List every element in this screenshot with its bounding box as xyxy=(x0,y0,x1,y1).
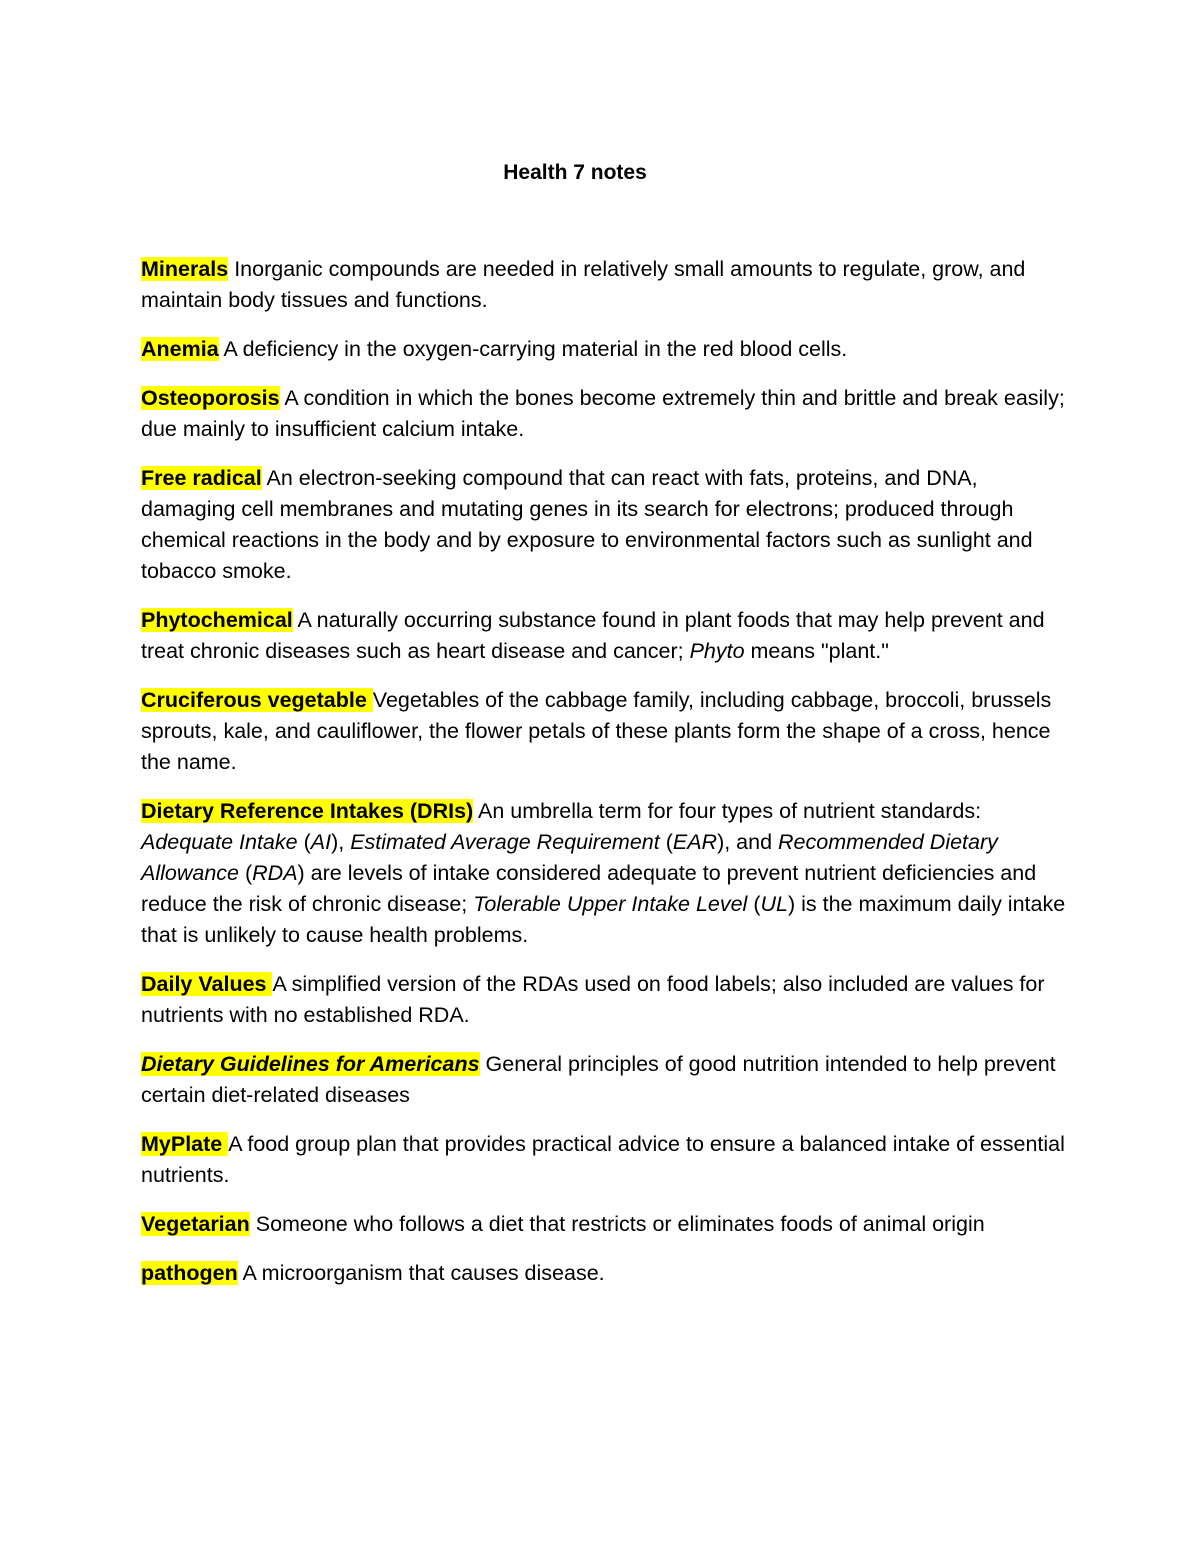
definition-text: An umbrella term for four types of nutrient standards: xyxy=(473,799,982,823)
definition-text: ) are levels of intake considered adequate to prevent nutrient deficiencies and reduce the risk of chronic disease; xyxy=(141,861,1037,916)
term-cruciferous-vegetable: Cruciferous vegetable xyxy=(141,688,373,712)
definition-italic-text: AI xyxy=(310,830,332,854)
definition-text: ( xyxy=(747,892,761,916)
definition-italic-text: Tolerable Upper Intake Level xyxy=(473,892,748,916)
definition-text: ( xyxy=(297,830,311,854)
term-pathogen: pathogen xyxy=(141,1261,238,1285)
definition-text: means "plant." xyxy=(744,639,889,663)
definition-anemia: A deficiency in the oxygen-carrying material in the red blood cells. xyxy=(218,337,848,361)
definition-text: ), and xyxy=(717,830,779,854)
definition-osteoporosis: A condition in which the bones become extremely thin and brittle and break easily; due mainly to insufficient calcium intake. xyxy=(141,386,1065,441)
definition-italic-text: UL xyxy=(760,892,788,916)
glossary-entry-osteoporosis xyxy=(141,383,1066,445)
glossary-list xyxy=(141,254,1066,1307)
term-phytochemical: Phytochemical xyxy=(141,608,293,632)
definition-myplate: A food group plan that provides practical advice to ensure a balanced intake of essential nutrients. xyxy=(141,1132,1065,1187)
definition-cruciferous-vegetable: Vegetables of the cabbage family, including cabbage, broccoli, brussels sprouts, kale, and cauliflower, the flower petals of these plants form the shape of a cross, hence the name. xyxy=(141,688,1052,774)
definition-italic-text: RDA xyxy=(252,861,298,885)
definition-italic-text: Estimated Average Requirement xyxy=(350,830,660,854)
definition-text: ( xyxy=(659,830,673,854)
definition-italic-text: Recommended Dietary Allowance xyxy=(141,830,998,885)
term-dietary-guidelines: Dietary Guidelines for Americans xyxy=(141,1052,480,1076)
glossary-entry-anemia xyxy=(141,334,1066,365)
glossary-entry-cruciferous-vegetable xyxy=(141,685,1066,778)
glossary-entry-vegetarian xyxy=(141,1209,1066,1240)
glossary-entry-minerals xyxy=(141,254,1066,316)
definition-dietary-guidelines: General principles of good nutrition intended to help prevent certain diet-related diseases xyxy=(141,1052,1056,1107)
glossary-entry-pathogen xyxy=(141,1258,1066,1289)
definition-text: ( xyxy=(239,861,253,885)
glossary-entry-free-radical xyxy=(141,463,1066,587)
term-dietary-reference-intakes: Dietary Reference Intakes (DRIs) xyxy=(141,799,474,823)
glossary-entry-dietary-reference-intakes xyxy=(141,796,1066,951)
term-myplate: MyPlate xyxy=(141,1132,229,1156)
definition-daily-values: A simplified version of the RDAs used on food labels; also included are values for nutrients with no established RDA. xyxy=(141,972,1045,1027)
definition-italic-text: EAR xyxy=(672,830,718,854)
definition-free-radical: An electron-seeking compound that can react with fats, proteins, and DNA, damaging cell membranes and mutating genes in its search for electrons; produced through chemical reactions in the body and by exposure to environmental factors such as sunlight and tobacco smoke. xyxy=(141,466,1033,583)
term-osteoporosis: Osteoporosis xyxy=(141,386,280,410)
definition-text: ), xyxy=(331,830,351,854)
term-minerals: Minerals xyxy=(141,257,229,281)
glossary-entry-phytochemical xyxy=(141,605,1066,667)
definition-italic-text: Phyto xyxy=(689,639,745,663)
definition-italic-text: Adequate Intake xyxy=(141,830,298,854)
term-daily-values: Daily Values xyxy=(141,972,273,996)
glossary-entry-daily-values xyxy=(141,969,1066,1031)
glossary-entry-myplate xyxy=(141,1129,1066,1191)
term-vegetarian: Vegetarian xyxy=(141,1212,250,1236)
definition-text: A naturally occurring substance found in plant foods that may help prevent and treat chronic diseases such as heart disease and cancer; xyxy=(141,608,1045,663)
definition-minerals: Inorganic compounds are needed in relatively small amounts to regulate, grow, and maintain body tissues and functions. xyxy=(141,257,1026,312)
term-anemia: Anemia xyxy=(141,337,219,361)
definition-vegetarian: Someone who follows a diet that restricts or eliminates foods of animal origin xyxy=(249,1212,985,1236)
glossary-entry-dietary-guidelines xyxy=(141,1049,1066,1111)
term-free-radical: Free radical xyxy=(141,466,262,490)
definition-text: ) is the maximum daily intake that is unlikely to cause health problems. xyxy=(141,892,1066,947)
definition-pathogen: A microorganism that causes disease. xyxy=(237,1261,605,1285)
page-title: Health 7 notes xyxy=(503,161,647,184)
